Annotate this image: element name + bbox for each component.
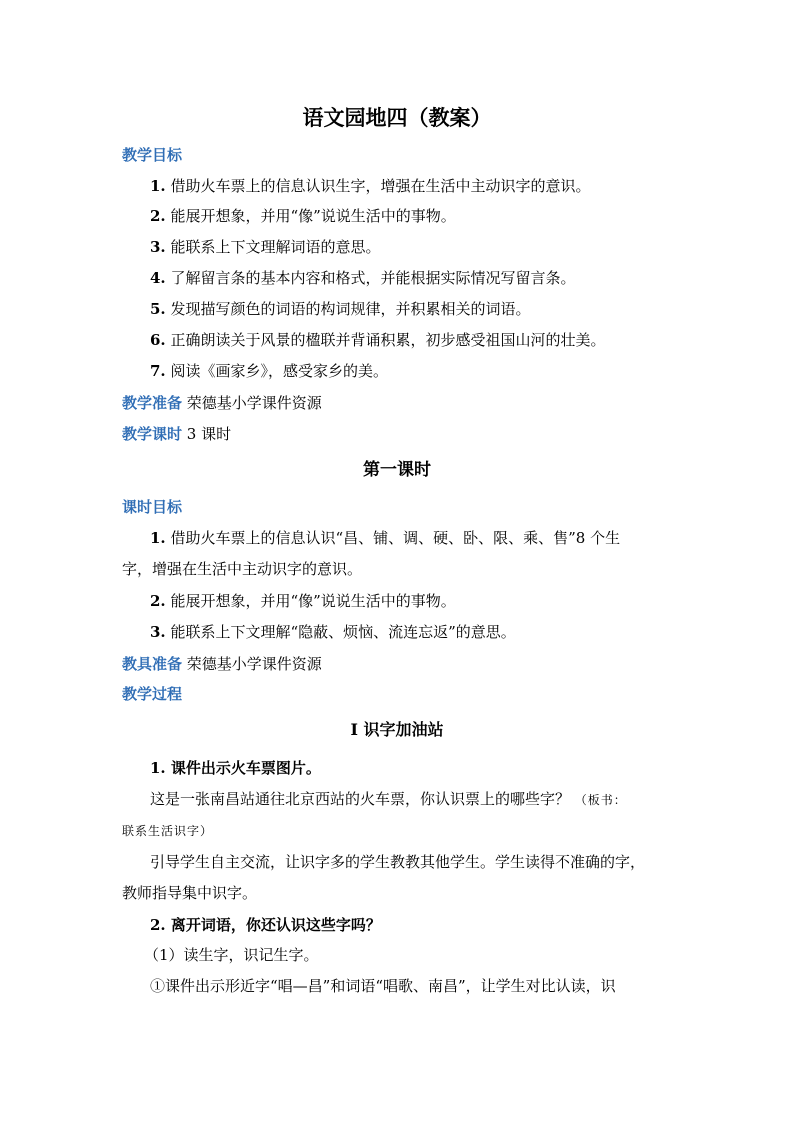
- goal-text: 能联系上下文理解“隐蔽、烦恼、流连忘返”的意思。: [170, 623, 516, 641]
- board-note: （板书：: [574, 793, 627, 807]
- goal-number: 2.: [150, 207, 166, 225]
- paragraph-line: 引导学生自主交流，让识字多的学生教教其他学生。学生读得不准确的字，: [150, 853, 646, 871]
- prep-value: 荣德基小学课件资源: [186, 394, 322, 412]
- prep-label: 教学准备: [122, 394, 183, 412]
- goal-number: 7.: [150, 362, 166, 380]
- goal-item: [150, 361, 388, 381]
- tools-label: 教具准备: [122, 655, 183, 673]
- goal-number: 6.: [150, 331, 166, 349]
- goal-item: [150, 176, 590, 196]
- tools-value: 荣德基小学课件资源: [186, 655, 322, 673]
- hours-value: 3 课时: [186, 425, 232, 443]
- paragraph-line: ①课件出示形近字“唱—昌”和词语“唱歌、南昌”，让学生对比认读，识: [150, 977, 616, 995]
- lesson-goal-item: [150, 528, 620, 548]
- goal-text: 能展开想象，并用“像”说说生活中的事物。: [170, 207, 456, 225]
- board-note-continuation: 联系生活识字）: [122, 824, 214, 838]
- goal-text: 发现描写颜色的词语的构词规律，并积累相关的词语。: [170, 300, 531, 318]
- lesson-goal-item: [150, 591, 456, 611]
- lesson-goal-item: [150, 622, 516, 642]
- goal-number: 1.: [150, 529, 166, 547]
- goal-number: 5.: [150, 300, 166, 318]
- goal-text: 能展开想象，并用“像”说说生活中的事物。: [170, 592, 456, 610]
- paragraph-line: 教师指导集中识字。: [122, 884, 258, 902]
- lesson-title: 第一课时: [363, 460, 431, 480]
- goal-number: 2.: [150, 592, 166, 610]
- goal-item: [150, 299, 530, 319]
- lesson-goal-continuation: 字，增强在生活中主动识字的意识。: [122, 560, 363, 578]
- goal-text: 正确朗读关于风景的楹联并背诵积累，初步感受祖国山河的壮美。: [170, 331, 606, 349]
- step-heading: 1. 课件出示火车票图片。: [150, 759, 321, 777]
- page-title: 语文园地四（教案）: [302, 105, 492, 130]
- goals-heading: 教学目标: [122, 146, 183, 164]
- goal-text: 阅读《画家乡》，感受家乡的美。: [170, 362, 388, 380]
- goal-text: 能联系上下文理解词语的意思。: [170, 238, 381, 256]
- goal-text: 借助火车票上的信息认识生字，增强在生活中主动识字的意识。: [170, 177, 591, 195]
- step-heading: 2. 离开词语，你还认识这些字吗？: [150, 916, 381, 934]
- tools-row: [122, 654, 322, 674]
- goal-text: 了解留言条的基本内容和格式，并能根据实际情况写留言条。: [170, 269, 576, 287]
- goal-number: 3.: [150, 238, 166, 256]
- hours-row: [122, 424, 231, 444]
- goal-item: [150, 237, 380, 257]
- hours-label: 教学课时: [122, 425, 183, 443]
- section-title: Ⅰ 识字加油站: [350, 720, 444, 739]
- goal-text: 借助火车票上的信息认识“昌、铺、调、硬、卧、限、乘、售”8 个生: [170, 529, 621, 547]
- paragraph-line: [150, 789, 627, 810]
- lesson-goals-heading: 课时目标: [122, 498, 183, 516]
- goal-number: 3.: [150, 623, 166, 641]
- goal-number: 1.: [150, 177, 166, 195]
- sub-step: （1）读生字，识记生字。: [144, 946, 319, 964]
- process-heading: 教学过程: [122, 685, 183, 703]
- goal-item: [150, 268, 575, 288]
- goal-number: 4.: [150, 269, 166, 287]
- prep-row: [122, 393, 322, 413]
- goal-item: [150, 330, 605, 350]
- paragraph-text: 这是一张南昌站通往北京西站的火车票，你认识票上的哪些字？: [150, 790, 571, 808]
- goal-item: [150, 206, 456, 226]
